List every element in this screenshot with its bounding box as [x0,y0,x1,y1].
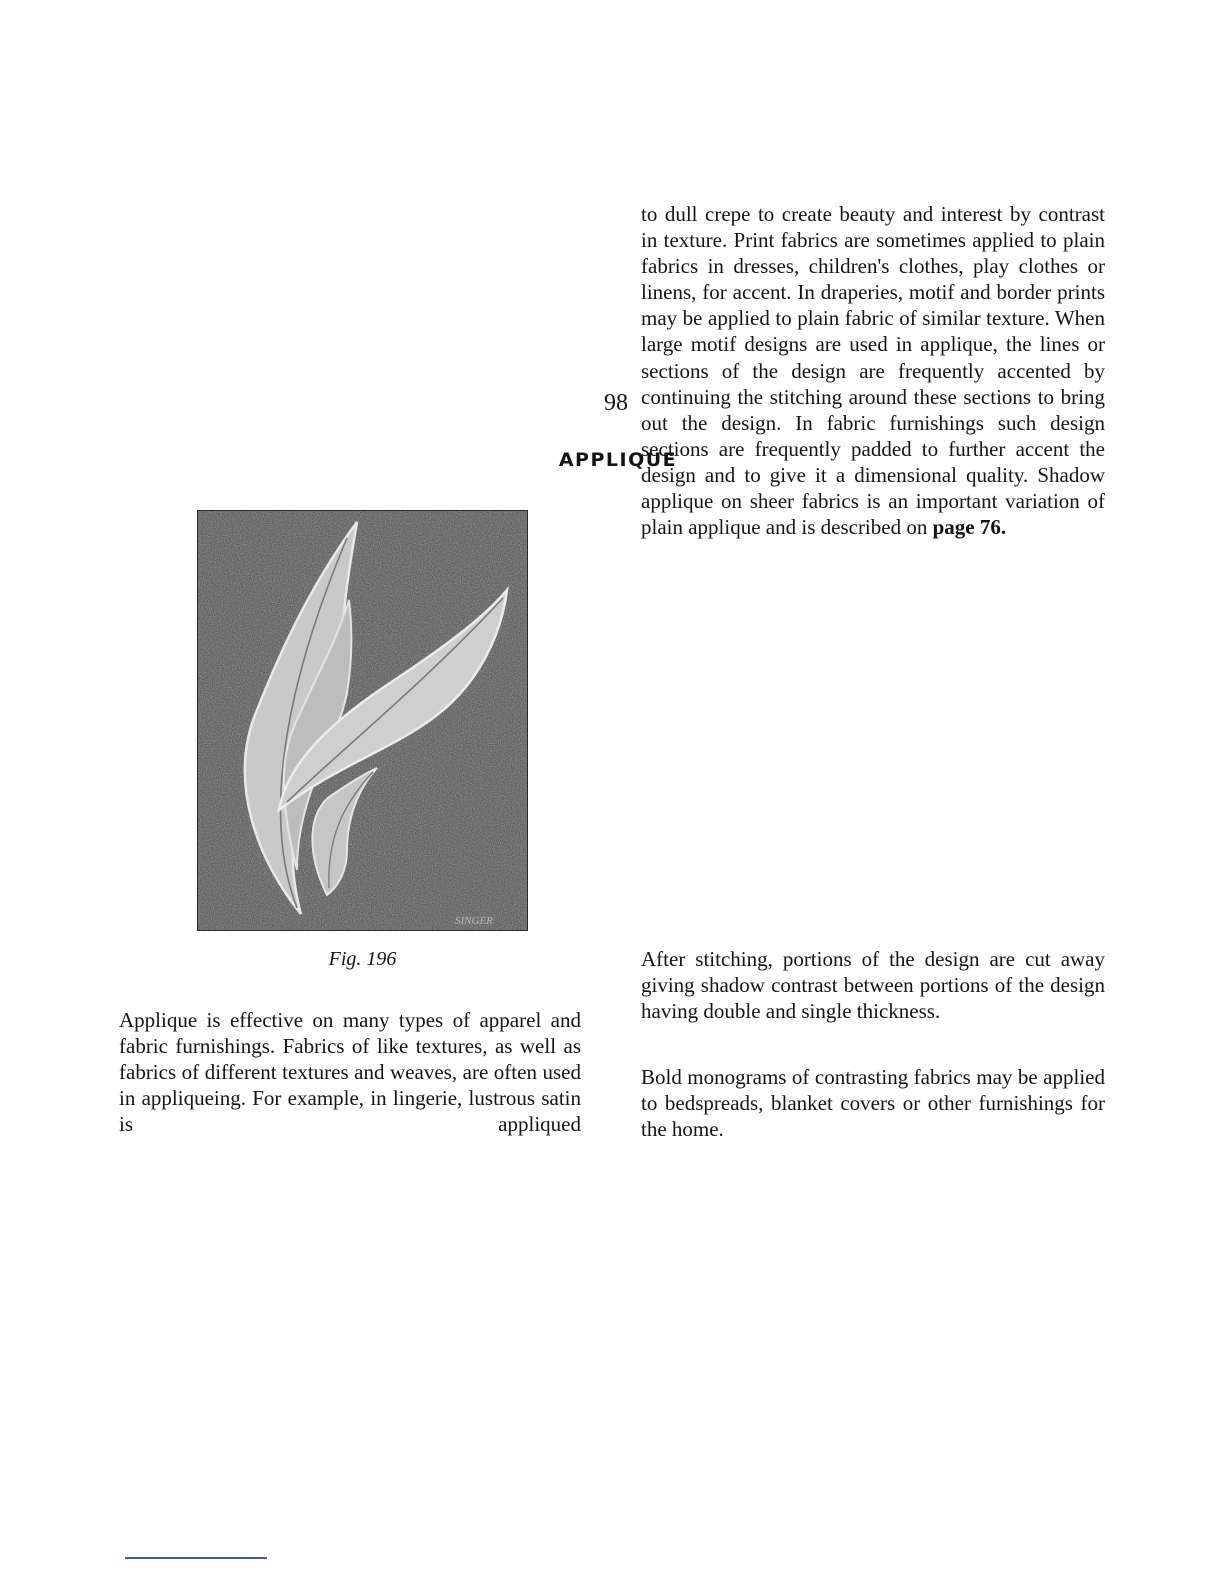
right-column-paragraph-2 [641,946,1105,1024]
page-number: 98 [604,390,628,416]
figure-signature: SINGER [455,915,493,927]
page-reference: page 76. [932,515,1007,540]
right-paragraph-3-text: Bold monograms of contrasting fabrics may be applied to bedspreads, blanket covers or other furnishings for the home. [641,1065,1105,1142]
right-column-paragraph-1 [641,201,1105,540]
right-paragraph-1-body: to dull crepe to create beauty and interest by contrast in texture. Print fabrics are sometimes applied to plain fabrics in dresses, children's clothes, play clothes or linens, for accent. In draperies, motif and border prints may be applied to plain fabric of similar texture. When large motif designs are used in applique, the lines or sections of the design are frequently accented by continuing the stitching around these sections to bring out the design. In fabric furnishings such design sections are frequently padded to further accent the design and to give it a dimensional quality. Shadow applique on sheer fabrics is an important variation of plain applique and is described on [641,202,1105,540]
right-paragraph-1-text [641,201,1105,540]
footnote-rule [125,1557,267,1559]
left-paragraph-text: Applique is effective on many types of apparel and fabric furnishings. Fabrics of like textures, as well as fabrics of different textures and weaves, are often used in appliqueing. For example, in lingerie, lustrous satin is appliqued [119,1008,581,1137]
right-column-paragraph-3 [641,1064,1105,1142]
left-column-paragraph [119,1007,581,1137]
right-paragraph-2-text: After stitching, portions of the design are cut away giving shadow contrast between portions of the design having double and single thickness. [641,947,1105,1024]
section-title: APPLIQUE [558,449,678,471]
figure-caption: Fig. 196 [328,948,397,970]
figure-leaf-applique [197,510,528,931]
leaf-applique-icon [197,510,528,931]
